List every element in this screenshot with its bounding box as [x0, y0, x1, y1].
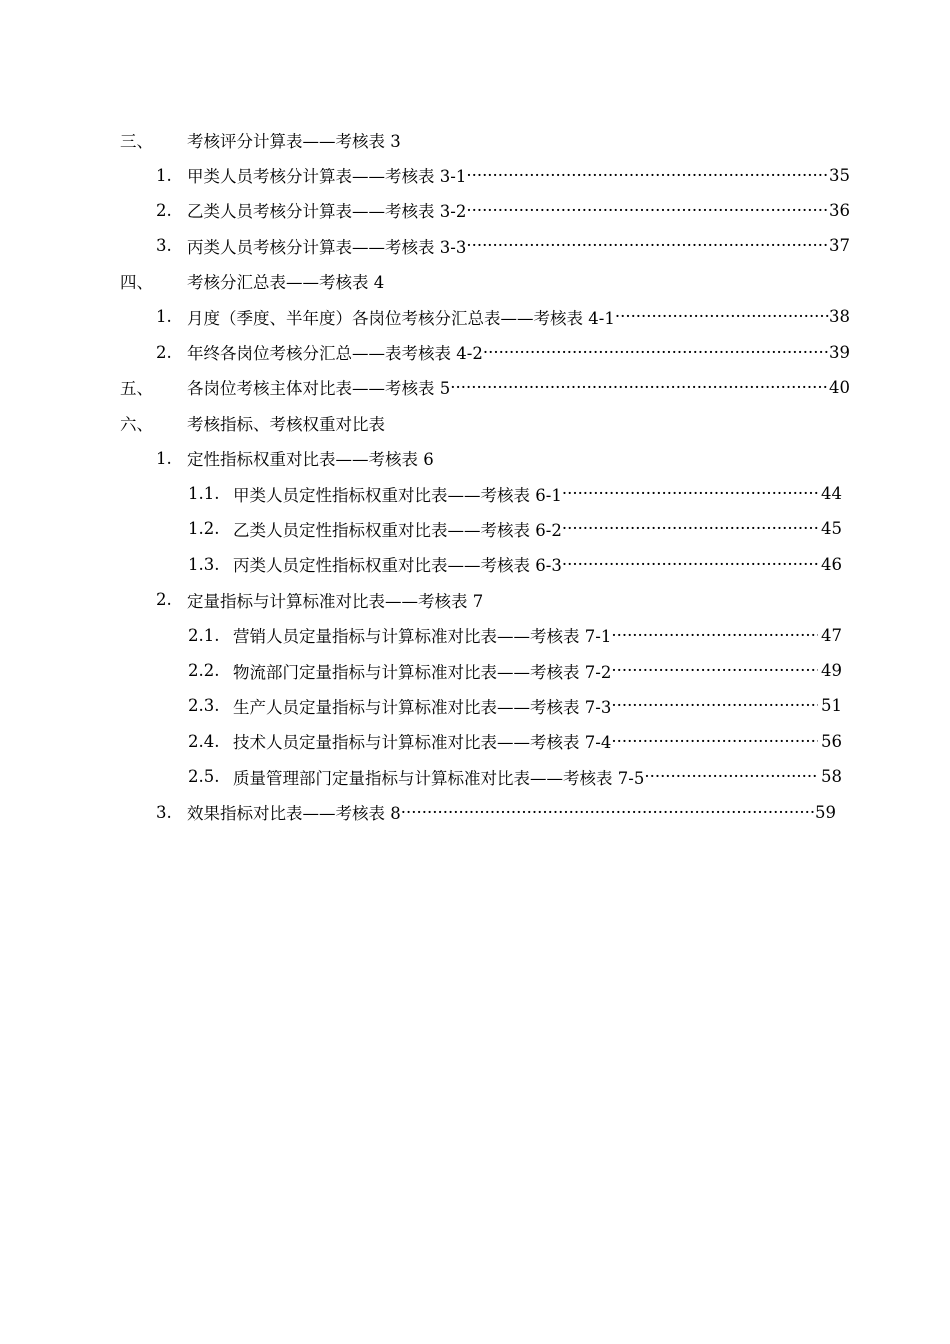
- toc-entry[interactable]: [0, 370, 950, 405]
- toc-entry-text: [233, 659, 842, 683]
- toc-entry-title: 考核指标、考核权重对比表: [187, 414, 385, 434]
- toc-entry[interactable]: [0, 441, 950, 476]
- toc-leader-dots: [466, 236, 829, 255]
- toc-entry-number: 五、: [120, 379, 153, 399]
- toc-entry-number: 2.: [156, 590, 172, 610]
- toc-entry-text: [233, 694, 842, 718]
- toc-leader-dots: [644, 767, 818, 786]
- toc-leader-dots: [562, 484, 818, 503]
- toc-entry-text: [187, 375, 850, 399]
- toc-entry-number: 2.3.: [188, 696, 220, 716]
- toc-entry-text: [187, 446, 434, 470]
- toc-entry-title: 乙类人员定性指标权重对比表——考核表 6-2: [233, 520, 562, 540]
- toc-entry-text: [233, 552, 842, 576]
- toc-leader-dots: [450, 378, 829, 397]
- toc-entry[interactable]: [0, 794, 950, 829]
- toc-entry-title: 定量指标与计算标准对比表——考核表 7: [187, 591, 484, 611]
- toc-leader-dots: [483, 343, 829, 362]
- toc-entry-number: 四、: [120, 273, 153, 293]
- toc-leader-dots: [611, 732, 818, 751]
- toc-entry-number: 三、: [120, 131, 153, 151]
- toc-entry-title: 考核评分计算表——考核表 3: [187, 131, 401, 151]
- toc-entry-text: [187, 198, 850, 222]
- toc-entry-number: 2.: [156, 200, 172, 220]
- toc-entry-number: 六、: [120, 414, 153, 434]
- toc-entry-text: [187, 411, 385, 435]
- toc-entry-number: 2.5.: [188, 767, 220, 787]
- toc-entry[interactable]: [0, 299, 950, 334]
- toc-entry[interactable]: [0, 157, 950, 192]
- toc-entry[interactable]: [0, 759, 950, 794]
- toc-leader-dots: [466, 201, 829, 220]
- toc-entry-title: 甲类人员考核分计算表——考核表 3-1: [187, 167, 467, 187]
- toc-entry-text: [187, 340, 850, 364]
- toc-entry-page: 45: [821, 519, 842, 539]
- toc-entry-page: 36: [829, 200, 850, 220]
- toc-leader-dots: [611, 661, 818, 680]
- toc-entry-number: 1.: [156, 165, 172, 185]
- toc-entry-number: 2.2.: [188, 661, 220, 681]
- toc-entry[interactable]: [0, 228, 950, 263]
- toc-entry-text: [233, 482, 842, 506]
- toc-leader-dots: [615, 307, 829, 326]
- toc-leader-dots: [466, 166, 829, 185]
- toc-entry-page: 35: [829, 165, 850, 185]
- toc-entry-number: 2.: [156, 342, 172, 362]
- toc-entry-title: 定性指标权重对比表——考核表 6: [187, 450, 434, 470]
- toc-entry-number: 2.1.: [188, 625, 220, 645]
- toc-entry-page: 40: [829, 377, 850, 397]
- toc-entry[interactable]: [0, 617, 950, 652]
- toc-entry-page: 49: [821, 661, 842, 681]
- toc-entry-title: 生产人员定量指标与计算标准对比表——考核表 7-3: [233, 697, 612, 717]
- toc-entry-title: 各岗位考核主体对比表——考核表 5: [187, 379, 451, 399]
- toc-entry-title: 效果指标对比表——考核表 8: [187, 804, 401, 824]
- toc-entry-title: 物流部门定量指标与计算标准对比表——考核表 7-2: [233, 662, 612, 682]
- toc-entry-page: 59: [815, 802, 836, 822]
- toc-entry[interactable]: [0, 688, 950, 723]
- toc-entry[interactable]: [0, 476, 950, 511]
- toc-entry[interactable]: [0, 653, 950, 688]
- toc-entry-title: 质量管理部门定量指标与计算标准对比表——考核表 7-5: [233, 768, 645, 788]
- toc-entry-page: 46: [821, 554, 842, 574]
- toc-entry-number: 1.: [156, 307, 172, 327]
- toc-leader-dots: [562, 519, 818, 538]
- toc-entry-text: [187, 234, 850, 258]
- toc-entry-title: 年终各岗位考核分汇总——表考核表 4-2: [187, 344, 483, 364]
- toc-leader-dots: [562, 555, 818, 574]
- toc-entry[interactable]: [0, 582, 950, 617]
- toc-leader-dots: [401, 803, 815, 822]
- toc-entry-number: 1.2.: [188, 519, 220, 539]
- toc-entry-number: 3.: [156, 236, 172, 256]
- toc-entry-number: 2.4.: [188, 731, 220, 751]
- toc-entry-title: 丙类人员定性指标权重对比表——考核表 6-3: [233, 556, 562, 576]
- toc-entry-text: [187, 800, 836, 824]
- toc-entry-page: 47: [821, 625, 842, 645]
- toc-entry-page: 39: [829, 342, 850, 362]
- toc-entry[interactable]: [0, 334, 950, 369]
- toc-entry-title: 营销人员定量指标与计算标准对比表——考核表 7-1: [233, 627, 612, 647]
- toc-entry[interactable]: [0, 511, 950, 546]
- toc-entry[interactable]: [0, 193, 950, 228]
- toc-entry-text: [233, 517, 842, 541]
- toc-entry-number: 1.: [156, 448, 172, 468]
- toc-entry-text: [187, 305, 850, 329]
- toc-entry-text: [233, 623, 842, 647]
- toc-entry-title: 技术人员定量指标与计算标准对比表——考核表 7-4: [233, 733, 612, 753]
- toc-entry-page: 38: [829, 307, 850, 327]
- toc-entry-number: 3.: [156, 802, 172, 822]
- toc-entry[interactable]: [0, 264, 950, 299]
- toc-entry-number: 1.3.: [188, 554, 220, 574]
- table-of-contents: [0, 122, 950, 830]
- toc-entry-title: 乙类人员考核分计算表——考核表 3-2: [187, 202, 467, 222]
- toc-leader-dots: [611, 626, 818, 645]
- toc-entry-page: 37: [829, 236, 850, 256]
- toc-entry-text: [187, 588, 483, 612]
- toc-leader-dots: [611, 696, 818, 715]
- toc-entry[interactable]: [0, 547, 950, 582]
- toc-entry[interactable]: [0, 724, 950, 759]
- toc-entry-title: 甲类人员定性指标权重对比表——考核表 6-1: [233, 485, 562, 505]
- toc-entry-page: 58: [821, 767, 842, 787]
- toc-entry[interactable]: [0, 122, 950, 157]
- toc-entry-title: 月度（季度、半年度）各岗位考核分汇总表——考核表 4-1: [187, 308, 615, 328]
- toc-entry-text: [233, 765, 842, 789]
- toc-entry-number: 1.1.: [188, 484, 220, 504]
- toc-entry-text: [187, 163, 850, 187]
- toc-entry-text: [187, 128, 401, 152]
- toc-entry[interactable]: [0, 405, 950, 440]
- toc-entry-page: 44: [821, 484, 842, 504]
- toc-entry-page: 51: [821, 696, 842, 716]
- toc-entry-title: 丙类人员考核分计算表——考核表 3-3: [187, 237, 467, 257]
- toc-entry-title: 考核分汇总表——考核表 4: [187, 273, 385, 293]
- toc-entry-text: [187, 269, 384, 293]
- toc-entry-page: 56: [821, 731, 842, 751]
- toc-entry-text: [233, 729, 842, 753]
